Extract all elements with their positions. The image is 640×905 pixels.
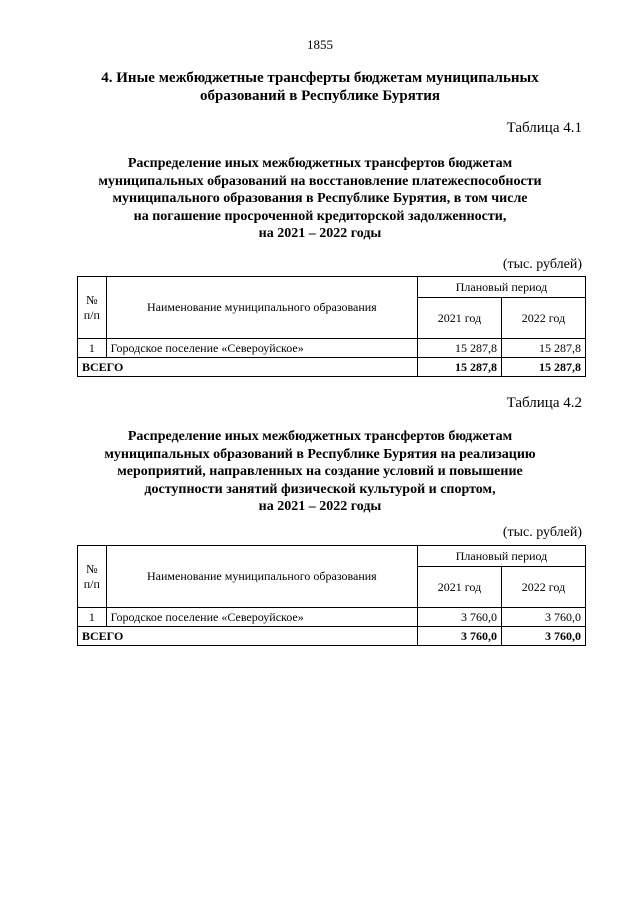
header-num: № п/п [78, 546, 107, 608]
table-heading-line: на погашение просроченной кредиторской задолженности, [133, 208, 507, 224]
units-label: (тыс. рублей) [502, 525, 582, 540]
table-row [78, 339, 586, 358]
header-year: 2022 год [501, 567, 585, 608]
units-label: (тыс. рублей) [502, 257, 582, 272]
page-number: 1855 [307, 37, 333, 52]
row-name: Городское поселение «Североуйское» [106, 339, 417, 358]
table-heading [60, 428, 580, 516]
row-value-2021: 15 287,8 [418, 339, 502, 358]
data-table [77, 545, 586, 646]
row-value-2022: 3 760,0 [501, 608, 585, 627]
header-period: Плановый период [418, 546, 586, 567]
header-name: Наименование муниципального образования [106, 546, 417, 608]
row-name: Городское поселение «Североуйское» [106, 608, 417, 627]
table-heading-line: мероприятий, направленных на создание условий и повышение [117, 464, 523, 479]
table-heading-line: муниципальных образований в Республике Бурятия на реализацию [104, 446, 536, 462]
header-name: Наименование муниципального образования [106, 277, 417, 339]
table-heading-line: доступности занятий физической культурой и спортом, [144, 481, 496, 497]
header-period: Плановый период [418, 277, 586, 298]
total-label: ВСЕГО [78, 627, 418, 646]
row-value-2022: 15 287,8 [501, 339, 585, 358]
data-table [77, 276, 586, 377]
table-heading-line: муниципальных образований на восстановление платежеспособности [98, 173, 542, 189]
header-year: 2021 год [418, 567, 502, 608]
section-title-line: образований в Республике Бурятия [200, 88, 440, 104]
table-label: Таблица 4.1 [506, 120, 582, 136]
header-year: 2022 год [501, 298, 585, 339]
row-value-2021: 3 760,0 [418, 608, 502, 627]
total-value-2021: 3 760,0 [418, 627, 502, 646]
table-heading-line: Распределение иных межбюджетных трансфертов бюджетам [127, 156, 513, 171]
table-header-row [78, 277, 586, 298]
table-heading-line: на 2021 – 2022 годы [258, 226, 382, 241]
table-total-row [78, 358, 586, 377]
section-title-line: 4. Иные межбюджетные трансферты бюджетам муниципальных [101, 70, 539, 86]
total-value-2022: 3 760,0 [501, 627, 585, 646]
total-value-2021: 15 287,8 [418, 358, 502, 377]
row-num: 1 [78, 608, 107, 627]
table-heading-line: на 2021 – 2022 годы [258, 499, 382, 514]
table-heading-line: муниципального образования в Республике Бурятия, в том числе [112, 191, 528, 206]
table-row [78, 608, 586, 627]
table-label: Таблица 4.2 [506, 395, 582, 411]
table-heading-line: Распределение иных межбюджетных трансфертов бюджетам [127, 429, 513, 444]
total-label: ВСЕГО [78, 358, 418, 377]
header-num: № п/п [78, 277, 107, 339]
section-title [60, 69, 580, 105]
header-year: 2021 год [418, 298, 502, 339]
total-value-2022: 15 287,8 [501, 358, 585, 377]
table-heading [60, 155, 580, 243]
row-num: 1 [78, 339, 107, 358]
table-header-row [78, 546, 586, 567]
table-total-row [78, 627, 586, 646]
